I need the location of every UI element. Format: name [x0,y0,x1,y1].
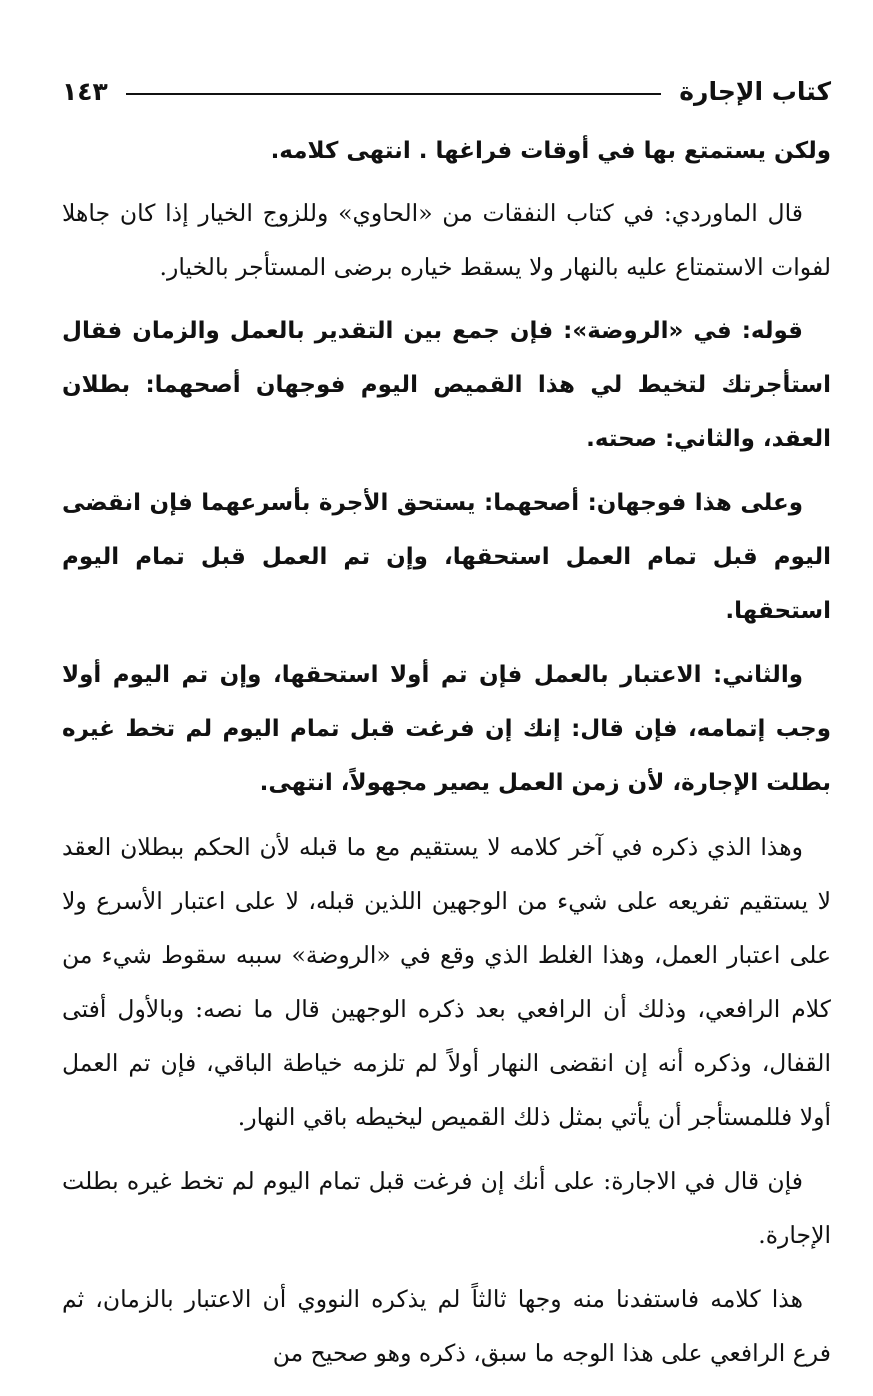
header-rule [126,93,662,95]
paragraph-5: والثاني: الاعتبار بالعمل فإن تم أولا استحقها، وإن تم اليوم أولا وجب إتمامه، فإن قال: إنك إن فرغت قبل تمام اليوم لم تخط غيره بطلت الإجارة، لأن زمن العمل يصير مجهولاً، انتهى. [62,662,831,796]
page-number: ١٤٣ [62,76,108,106]
paragraph-8: هذا كلامه فاستفدنا منه وجها ثالثاً لم يذكره النووي أن الاعتبار بالزمان، ثم فرع الرافعي على هذا الوجه ما سبق، ذكره وهو صحيح من [62,1285,831,1367]
paragraph-2: قال الماوردي: في كتاب النفقات من «الحاوي» وللزوج الخيار إذا كان جاهلا لفوات الاستمتاع عليه بالنهار ولا يسقط خياره برضى المستأجر بالخيار. [62,199,831,281]
paragraph-6: وهذا الذي ذكره في آخر كلامه لا يستقيم مع ما قبله لأن الحكم ببطلان العقد لا يستقيم تفريعه على شيء من الوجهين اللذين قبله، لا على اعتبار الأسرع ولا على اعتبار العمل، وهذا الغلط الذي وقع في «الروضة» سببه سقوط شيء من كلام الرافعي، وذلك أن الرافعي بعد ذكره الوجهين قال ما نصه: وبالأول أفتى القفال، وذكره أنه إن انقضى النهار أولاً لم تلزمه خياطة الباقي، فإن تم العمل أولا فللمستأجر أن يأتي بمثل ذلك القميص ليخيطه باقي النهار. [62,833,831,1131]
paragraph-1: ولكن يستمتع بها في أوقات فراغها . انتهى كلامه. [270,138,831,164]
paragraph-3: قوله: في «الروضة»: فإن جمع بين التقدير بالعمل والزمان فقال استأجرتك لتخيط لي هذا القميص اليوم فوجهان أصحهما: بطلان العقد، والثاني: صحته. [62,318,831,452]
chapter-title: كتاب الإجارة [679,76,831,106]
running-header [62,68,831,114]
paragraph-4: وعلى هذا فوجهان: أصحهما: يستحق الأجرة بأسرعهما فإن انقضى اليوم قبل تمام العمل استحقها، وإن تم العمل قبل تمام اليوم استحقها. [62,490,831,624]
paragraph-7: فإن قال في الاجارة: على أنك إن فرغت قبل تمام اليوم لم تخط غيره بطلت الإجارة. [62,1167,831,1249]
